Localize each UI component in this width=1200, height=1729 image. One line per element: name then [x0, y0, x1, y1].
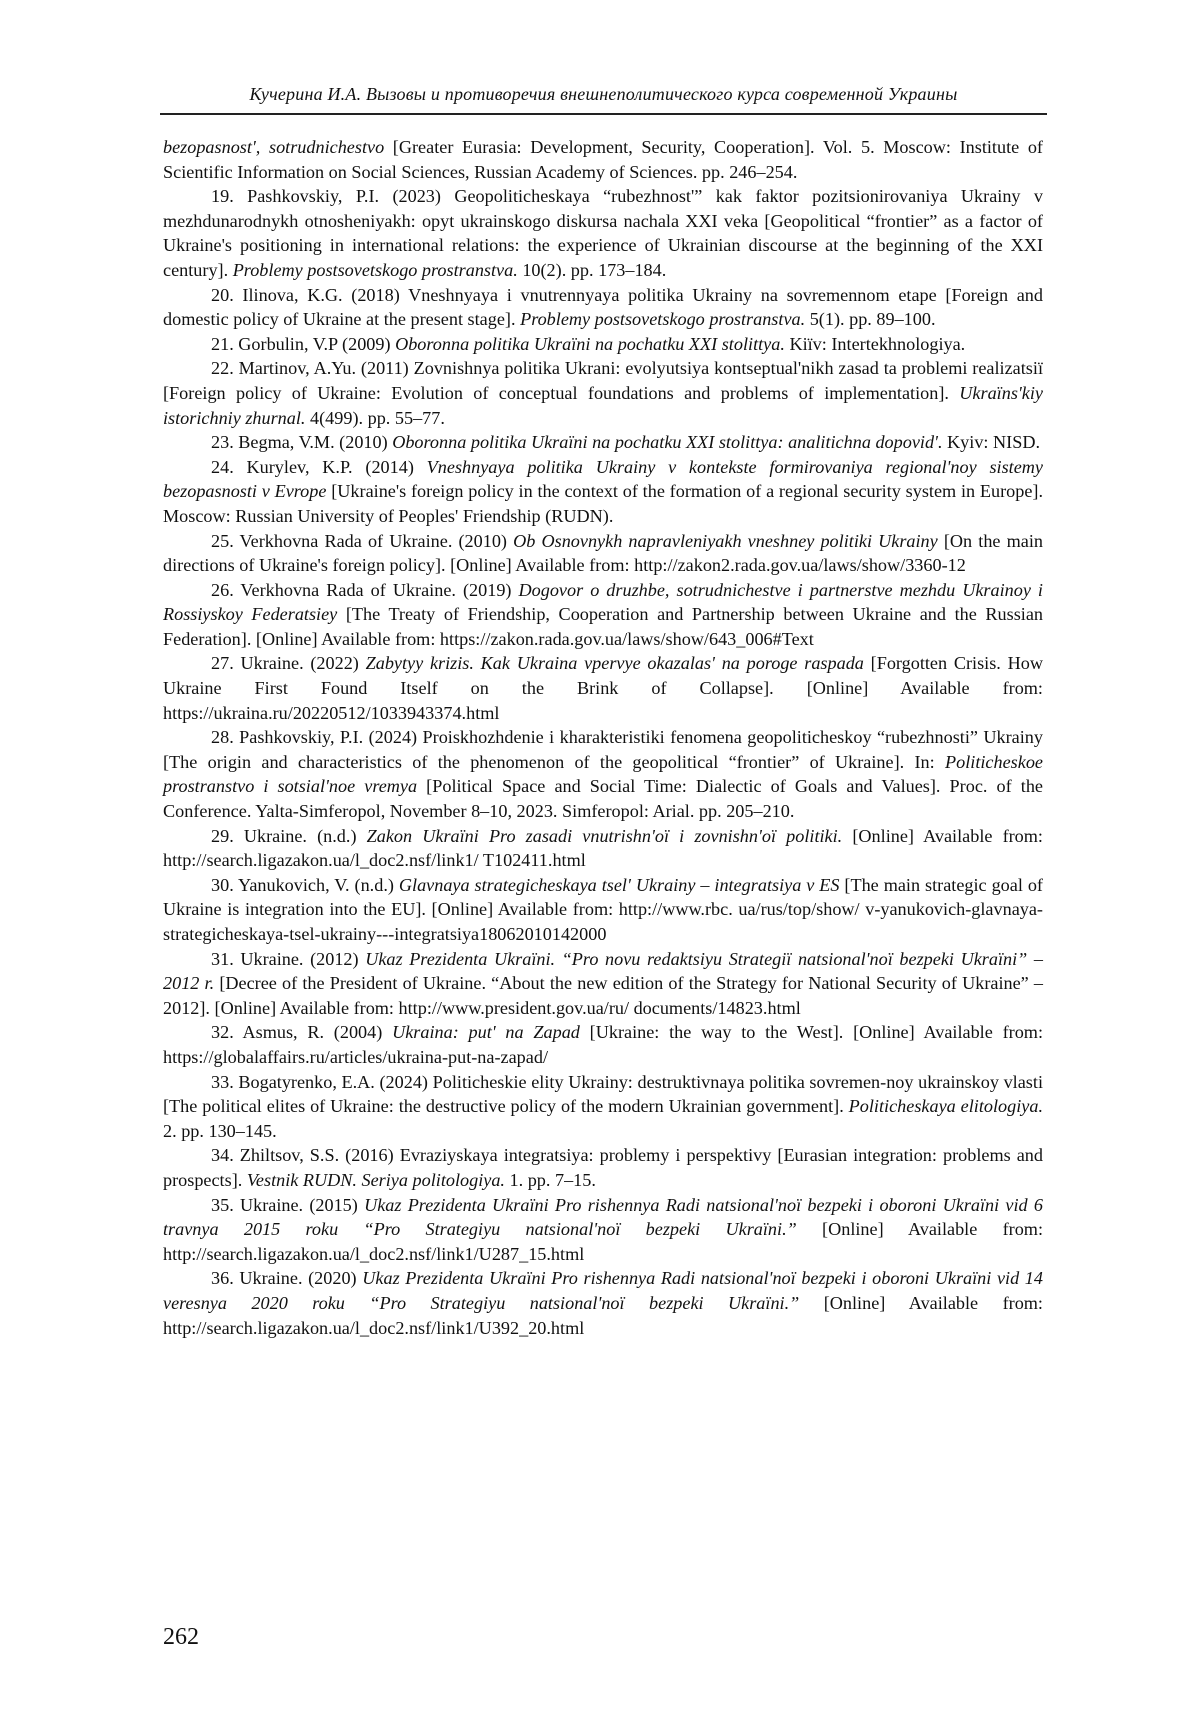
reference-item	[163, 1193, 1043, 1267]
reference-text: Kyiv: NISD.	[942, 432, 1041, 453]
reference-item	[163, 873, 1043, 947]
reference-text: [Online] Available from: http://search.ligazakon.ua/l_doc2.nsf/link1/ T102411.html	[163, 825, 1043, 871]
reference-text: 36. Ukraine. (2020)	[211, 1268, 363, 1289]
reference-text: [The Treaty of Friendship, Cooperation and Partnership between Ukraine and the Russian Federation]. [Online] Available from: https://zakon.rada.gov.ua/laws/show/643_006#Text	[163, 604, 1043, 649]
reference-title-italic: Problemy postsovetskogo prostranstva.	[520, 309, 806, 330]
reference-title-italic: bezopasnost', sotrudnichestvo	[163, 137, 385, 157]
reference-text: 4(499). pp. 55–77.	[305, 407, 445, 428]
reference-text: [Ukraine: the way to the West]. [Online] Available from: https://globalaffairs.ru/articles/ukraina-put-na-zapad/	[163, 1022, 1043, 1067]
reference-text: 10(2). pp. 173–184.	[517, 259, 667, 280]
reference-text: [The main strategic goal of Ukraine is integration into the EU]. [Online] Available from: http://www.rbc. ua/rus/top/show/ v-yanukovich-glavnaya-strategicheskaya-tsel-ukrainy---integratsiya18062010142000	[163, 874, 1043, 944]
reference-item	[163, 1070, 1043, 1144]
reference-item	[163, 1020, 1043, 1069]
reference-text: 5(1). pp. 89–100.	[805, 309, 936, 330]
reference-item	[163, 332, 1043, 357]
reference-text: 33. Bogatyrenko, E.A. (2024) Politicheskie elity Ukrainy: destruktivnaya politika sovremen-noy ukrainskoy vlasti [The political elites of Ukraine: the destructive policy of the modern Ukrainian government].	[163, 1071, 1043, 1117]
reference-item	[163, 824, 1043, 873]
reference-item	[163, 651, 1043, 725]
page-number: 262	[163, 1624, 199, 1650]
reference-list	[163, 135, 1043, 1340]
reference-item	[163, 578, 1043, 652]
reference-title-italic: Oboronna politika Ukraïni na pochatku XXI stolittya.	[395, 333, 785, 354]
reference-text: 23. Begma, V.M. (2010)	[211, 432, 393, 453]
reference-text: 21. Gorbulin, V.P (2009)	[211, 333, 396, 354]
reference-item	[163, 1143, 1043, 1192]
reference-text: [On the main directions of Ukraine's foreign policy]. [Online] Available from: http://zakon2.rada.gov.ua/laws/show/3360-12	[163, 530, 1044, 576]
reference-title-italic: Vneshnyaya politika Ukrainy v kontekste formirovaniya regional'noy sistemy bezopasnosti v Evrope	[163, 456, 1043, 502]
reference-title-italic: Problemy postsovetskogo prostranstva.	[232, 259, 518, 280]
running-header: Кучерина И.А. Вызовы и противоречия внешнеполитического курса современной Украины	[249, 84, 958, 104]
reference-title-italic: Ukraina: put' na Zapad	[392, 1022, 580, 1043]
reference-title-italic: Glavnaya strategicheskaya tsel' Ukrainy – integratsiya v ES	[398, 874, 840, 895]
reference-text: [Forgotten Crisis. How Ukraine First Found Itself on the Brink of Collapse]. [Online] Available from: https://ukraina.ru/20220512/1033943374.html	[163, 653, 1043, 723]
reference-text: [Online] Available from: http://search.ligazakon.ua/l_doc2.nsf/link1/U287_15.html	[163, 1219, 1043, 1264]
reference-item	[163, 725, 1043, 823]
reference-item	[163, 430, 1043, 455]
reference-text: [Political Space and Social Time: Dialectic of Goals and Values]. Proc. of the Conference. Yalta-Simferopol, November 8–10, 2023. Simferopol: Arial. pp. 205–210.	[163, 776, 1043, 822]
reference-item	[163, 1266, 1043, 1340]
reference-title-italic: Dogovor o druzhbe, sotrudnichestve i partnerstve mezhdu Ukrainoy i Rossiyskoy Federatsiey	[163, 579, 1043, 625]
reference-title-italic: Ukaz Prezidenta Ukraïni Pro rishennya Radi natsional'noï bezpeki i oboroni Ukraïni vid 6 travnya 2015 roku “Pro Strategiyu natsional'noï bezpeki Ukraïni.”	[163, 1194, 1043, 1240]
reference-title-italic: Ukaz Prezidenta Ukraïni. “Pro novu redaktsiyu Strategiï natsional'noï bezpeki Ukraïni” – 2012 r.	[163, 948, 1043, 994]
reference-text: 25. Verkhovna Rada of Ukraine. (2010)	[211, 530, 514, 551]
reference-text: 29. Ukraine. (n.d.)	[211, 825, 367, 846]
reference-title-italic: Ukaz Prezidenta Ukraïni Pro rishennya Radi natsional'noï bezpeki i oboroni Ukraïni vid 14 veresnya 2020 roku “Pro Strategiyu natsional'noï bezpeki Ukraïni.”	[163, 1268, 1043, 1313]
reference-text: 31. Ukraine. (2012)	[211, 948, 366, 969]
reference-title-italic: Zakon Ukraïni Pro zasadi vnutrishn'oï i zovnishn'oï politiki.	[366, 825, 843, 846]
reference-title-italic: Politicheskoe prostranstvo i sotsial'noe vremya	[163, 751, 1043, 797]
reference-text: 35. Ukraine. (2015)	[211, 1194, 365, 1215]
reference-text: 20. Ilinova, K.G. (2018) Vneshnyaya i vnutrennyaya politika Ukrainy na sovremennom etape [Foreign and domestic policy of Ukraine at the present stage].	[163, 284, 1043, 330]
reference-text: 32. Asmus, R. (2004)	[211, 1022, 393, 1043]
reference-text: [Online] Available from: http://search.ligazakon.ua/l_doc2.nsf/link1/U392_20.html	[163, 1292, 1043, 1338]
reference-text: 2. pp. 130–145.	[163, 1120, 277, 1141]
header-rule	[160, 113, 1047, 115]
reference-item	[163, 947, 1043, 1021]
reference-text: 30. Yanukovich, V. (n.d.)	[211, 874, 399, 895]
reference-item	[163, 455, 1043, 529]
reference-item	[163, 283, 1043, 332]
reference-text: 26. Verkhovna Rada of Ukraine. (2019)	[211, 579, 519, 600]
reference-text: 24. Kurylev, K.P. (2014)	[211, 456, 427, 477]
reference-text: 34. Zhiltsov, S.S. (2016) Evraziyskaya integratsiya: problemy i perspektivy [Eurasian integration: problems and prospects].	[163, 1145, 1043, 1190]
reference-item	[163, 135, 1043, 184]
reference-text: [Greater Eurasia: Development, Security, Cooperation]. Vol. 5. Moscow: Institute of Scientific Information on Social Sciences, Russian Academy of Sciences. pp. 246–254.	[163, 137, 1043, 182]
reference-text: [Decree of the President of Ukraine. “About the new edition of the Strategy for National Security of Ukraine” – 2012]. [Online] Available from: http://www.president.gov.ua/ru/ documents/14823.html	[163, 973, 1044, 1018]
reference-title-italic: Ob Osnovnykh napravleniyakh vneshney politiki Ukrainy	[513, 530, 938, 551]
reference-text: 1. pp. 7–15.	[504, 1169, 596, 1190]
reference-text: 28. Pashkovskiy, P.I. (2024) Proiskhozhdenie i kharakteristiki fenomena geopoliticheskoy “rubezhnosti” Ukrainy [The origin and characteristics of the phenomenon of the geopolitical “frontier” of Ukraine]. In:	[163, 727, 1043, 772]
reference-text: 22. Martinov, A.Yu. (2011) Zovnishnya politika Ukrani: evolyutsiya kontseptual'nikh zasad ta problemi realizatsiï [Foreign policy of Ukraine: Evolution of conceptual foundations and problems of implementation].	[163, 358, 1043, 403]
reference-text: 19. Pashkovskiy, P.I. (2023) Geopoliticheskaya “rubezhnost'” kak faktor pozitsionirovaniya Ukrainy v mezhdunarodnykh otnosheniyakh: opyt ukrainskogo diskursa nachala XXI veka [Geopolitical “frontier” as a factor of Ukraine's positioning in international relations: the experience of Ukrainian discourse at the beginning of the XXI century].	[163, 186, 1043, 280]
reference-item	[163, 529, 1043, 578]
reference-text: 27. Ukraine. (2022)	[211, 653, 366, 674]
reference-text: [Ukraine's foreign policy in the context of the formation of a regional security system in Europe]. Moscow: Russian University of Peoples' Friendship (RUDN).	[163, 481, 1043, 526]
reference-title-italic: Ukraïns'kiy istorichniy zhurnal.	[163, 382, 1043, 428]
reference-item	[163, 184, 1043, 282]
reference-title-italic: Zabytyy krizis. Kak Ukraina vpervye okazalas' na poroge raspada	[365, 653, 864, 674]
reference-text: Kiïv: Intertekhnologiya.	[784, 333, 966, 354]
reference-title-italic: Vestnik RUDN. Seriya politologiya.	[246, 1169, 505, 1190]
reference-title-italic: Oboronna politika Ukraïni na pochatku XXI stolittya: analitichna dopovid'.	[392, 432, 943, 453]
reference-title-italic: Politicheskaya elitologiya.	[848, 1096, 1043, 1117]
reference-item	[163, 356, 1043, 430]
